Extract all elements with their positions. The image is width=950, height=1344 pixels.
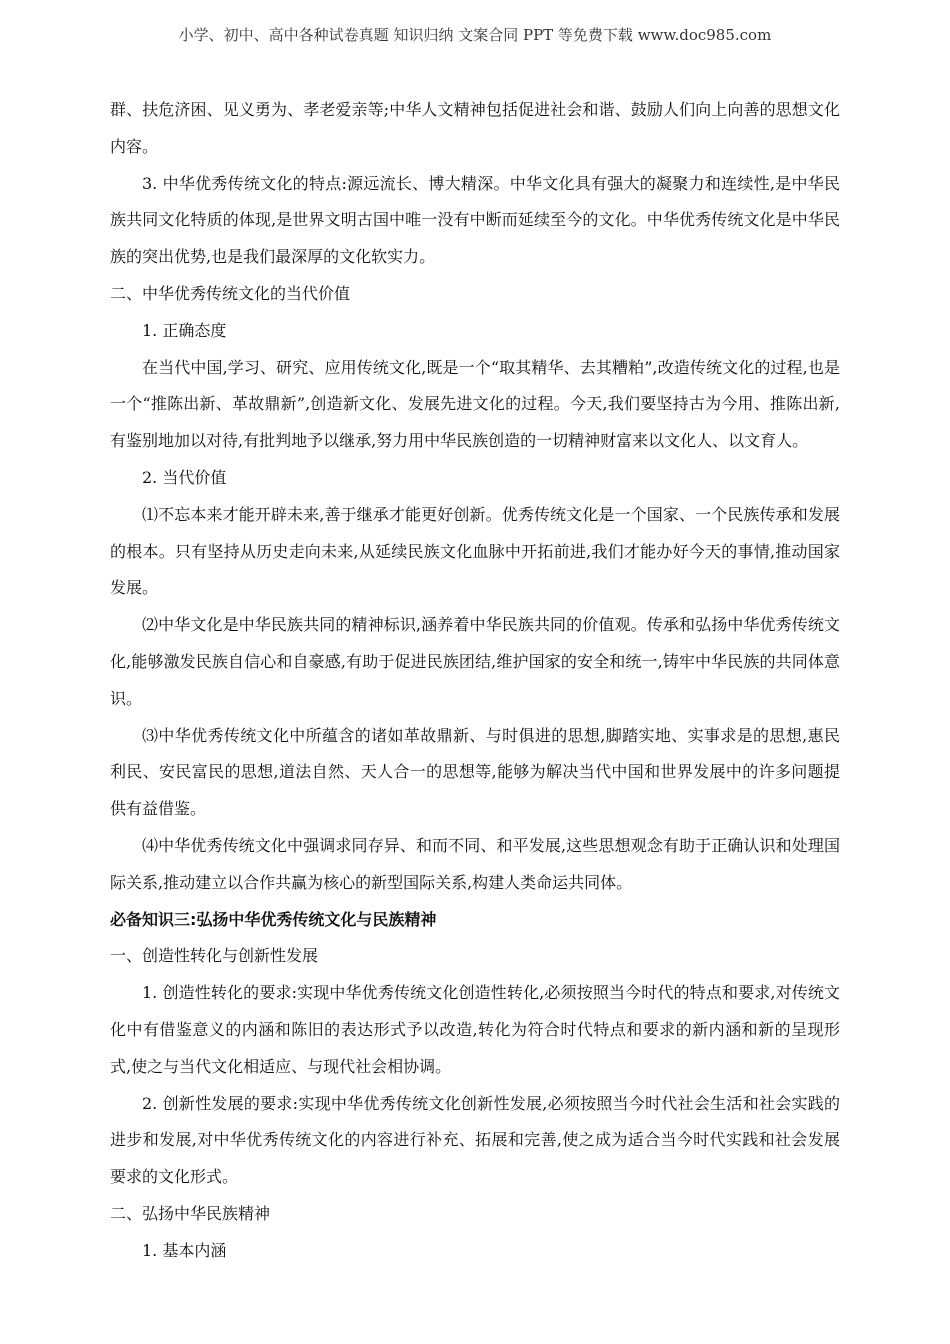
section-heading-contemporary-value: 二、中华优秀传统文化的当代价值 (110, 283, 351, 303)
subheading-correct-attitude: 1. 正确态度 (142, 320, 227, 340)
paragraph-correct-attitude: 在当代中国,学习、研究、应用传统文化,既是一个“取其精华、去其糟粕”,改造传统文化的过程,也是一个“推陈出新、革故鼎新”,创造新文化、发展先进文化的过程。今天,我们要坚持古为今用、推陈出新,有鉴别地加以对待,有批判地予以继承,努力用中华民族创造的一切精神财富来以文化人、以文育人。 (110, 357, 840, 451)
paragraph-innovative-development: 2. 创新性发展的要求:实现中华优秀传统文化创新性发展,必须按照当今时代社会生活和社会实践的进步和发展,对中华优秀传统文化的内容进行补充、拓展和完善,使之成为适合当今时代实践和社会发展要求的文化形式。 (110, 1093, 840, 1187)
paragraph-value-1: ⑴不忘本来才能开辟未来,善于继承才能更好创新。优秀传统文化是一个国家、一个民族传承和发展的根本。只有坚持从历史走向未来,从延续民族文化血脉中开拓前进,我们才能办好今天的事情,推动国家发展。 (110, 504, 840, 598)
section-heading-national-spirit: 二、弘扬中华民族精神 (110, 1203, 271, 1223)
document-body (110, 92, 840, 1270)
subheading-basic-connotation: 1. 基本内涵 (142, 1240, 227, 1260)
knowledge-heading-three: 必备知识三:弘扬中华优秀传统文化与民族精神 (110, 909, 437, 929)
paragraph-traditional-culture-features: 3. 中华优秀传统文化的特点:源远流长、博大精深。中华文化具有强大的凝聚力和连续性,是中华民族共同文化特质的体现,是世界文明古国中唯一没有中断而延续至今的文化。中华优秀传统文化是中华民族的突出优势,也是我们最深厚的文化软实力。 (110, 173, 840, 267)
section-heading-creative-transformation: 一、创造性转化与创新性发展 (110, 946, 319, 966)
subheading-contemporary-value: 2. 当代价值 (142, 467, 227, 487)
paragraph-value-2: ⑵中华文化是中华民族共同的精神标识,涵养着中华民族共同的价值观。传承和弘扬中华优秀传统文化,能够激发民族自信心和自豪感,有助于促进民族团结,维护国家的安全和统一,铸牢中华民族的共同体意识。 (110, 615, 840, 708)
paragraph-value-3: ⑶中华优秀传统文化中所蕴含的诸如革故鼎新、与时俱进的思想,脚踏实地、实事求是的思想,惠民利民、安民富民的思想,道法自然、天人合一的思想等,能够为解决当代中国和世界发展中的许多问题提供有益借鉴。 (110, 725, 840, 819)
paragraph-creative-transformation: 1. 创造性转化的要求:实现中华优秀传统文化创造性转化,必须按照当今时代的特点和要求,对传统文化中有借鉴意义的内涵和陈旧的表达形式予以改造,转化为符合时代特点和要求的新内涵和新的呈现形式,使之与当代文化相适应、与现代社会相协调。 (110, 983, 840, 1076)
paragraph-value-4: ⑷中华优秀传统文化中强调求同存异、和而不同、和平发展,这些思想观念有助于正确认识和处理国际关系,推动建立以合作共赢为核心的新型国际关系,构建人类命运共同体。 (110, 835, 840, 892)
paragraph-continued: 群、扶危济困、见义勇为、孝老爱亲等;中华人文精神包括促进社会和谐、鼓励人们向上向善的思想文化内容。 (110, 100, 840, 156)
page-header: 小学、初中、高中各种试卷真题 知识归纳 文案合同 PPT 等免费下载 www.doc985.com (178, 26, 772, 44)
